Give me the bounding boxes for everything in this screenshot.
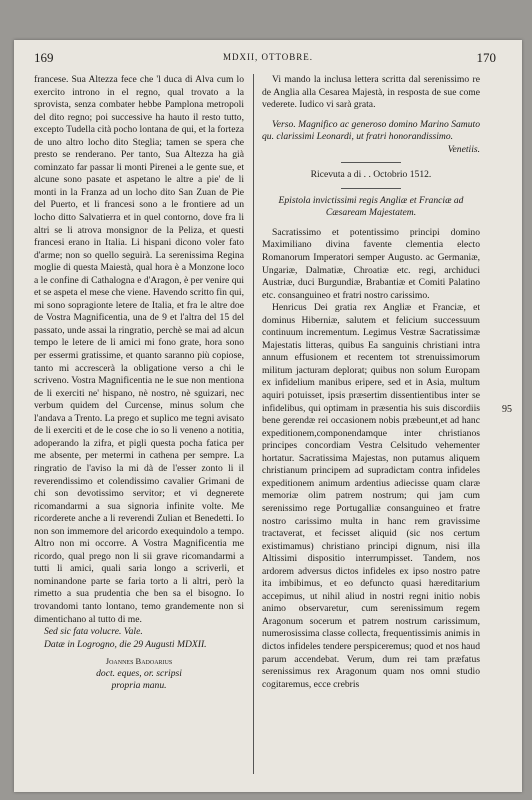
book-page bbox=[14, 40, 522, 792]
left-column bbox=[34, 74, 244, 693]
signature-name: Joannes Badoarius bbox=[105, 656, 173, 667]
section-rule bbox=[341, 162, 401, 163]
letter-body: francese. Sua Altezza fece che 'l duca di Alva cum lo exercito introno in el regno, qual trovato a la sprovista, senza combater hebbe Pamplona metropoli del dito regno; poi successive ha hauto il resto tutto, excepto Tudella cità pocho lontana de qui, et la forteza de uno altro locho dito Steglia; tamen se spera che presto se renderano. Per tanto, Sua Altezza ha già cominzato far passar li monti Pirenei a le gente sue, et alcune sono pasate et aspetano le altre a pie' de li monti in la Franza ad un locho dito San Zuan de Pie del Puerto, et li francesi sono a le frontiere ad un locho ditto Salvatierra et in quel contorno, dove fra li altri se li atrova monsignor de la Peliza, et questi francesi erano in Italia. Li hispani dicono voler fato d'arme; non so quello seguirà. La serenissima Regina moglie di questa Maiestà, qual hora è a Monzone loco a le confine di Cathalogna e d'Aragon, è per venire qui et se aspeta el mese che viene. Havendo scritto fin qui, mi sono sopragionte letere de Italia, et fra le altre doe de Vostra Magnificentia, una de 9 et l'altra del 15 del passato, unde assai la ringratio, perchè se mai ad alcun tempo le letere de li amici mi fono grate, hora sono per essermi gratissime, et quanto saranno più copiose, tanto mi accrescerà la obligatione verso a chi le scriveno. Vostra Magnificentia ne le sue non mentiona de li exerciti ne' hispano, nè nostro, nè sguizari, nec verbum quidem del Curcense, minus solum che l'andava a Trento. La prego et suplico me tegni avisato de li exerciti et de le cose che io so li veneno a notitia, adoperando la zifra, et pigli questa pocha fatica per me absente, per metermi in cathena per sempre. La ringratio de l'aviso la mi dà de l'esser zonto li il reverendissimo et colendissimo cavalier Grimani de chi son devotissimo servitor; et vi degnerete ricomandarmi a sua signoria infinite volte. Me ricorderete anche a li reverendi Zulian et Benedetti. Io non son immemore del aricordo exequindolo a tempo. Altro non mi occorre. A Vostra Magnificentia me ricordo, qual prego non li sii grave ricomandarmi a tutti li amici, quali saria longo a scriverli, et nominandone parte se faria torto a li altri, però la rimetto a sua prudentia che ben sa el bisogno. Io trovandomi tanto lontano, temo grandemente non si dimentichano al tutto di me. bbox=[34, 74, 244, 625]
running-title: MDXII, OTTOBRE. bbox=[222, 52, 314, 62]
signature-title-1: doct. eques, or. scripsi bbox=[96, 667, 182, 679]
page-number-left: 169 bbox=[34, 50, 54, 65]
address-line: Verso. Magnifico ac generoso domino Marino Samuto qu. clarissimi Leonardi, ut fratri honorandissimo. bbox=[262, 118, 480, 143]
closing-line: Sed sic fata volucre. Vale. bbox=[44, 626, 143, 638]
postscript: Vi mando la inclusa lettera scritta dal serenissimo re de Anglia alla Cesarea Majestà, in resposta de sue come vederete. Iudico vi sarà grata. bbox=[262, 74, 480, 111]
page-number-right: 170 bbox=[476, 50, 496, 65]
epistola-body: Henricus Dei gratia rex Angliæ et Franciæ, et dominus Hiberniæ, salutem et felicium successuum continuum incrementum. Legimus Vestræ Sacratissimæ Majestatis litteras, quibus Ea sanguinis christiani intra annum effusionem et recentem tot strenuissimorum militum jacturam deplorat; quibus non solum Europam ex infidelium manibus eripere, sed et in Asia, multum aquiri potuisset, ipsis præsertim dissentientibus inter se infidelibus, qui optimam in præsentia his suis discordiis bene gerendæ rei occasionem nobis præbeunt,et ad hanc expeditionem,componendamque inter christianos principes concordiam Vestra Celsitudo vehementer hortatur. Sacratissima Majestas, non putamus aliquem christianum principem ad supradictam contra infideles expeditionem animum ardentius adiecisse quam claræ memoriæ olim patrem nostrum; qui jam cum serenissimo rege Portugalliæ consanguineo et fratre nostro carissimo multa in hanc rem gravissime tractaverat, et fecisset aliquid (sic nos certum existimamus) christiano principi dignum, nisi illa Altissimi dispositio interrumpisset. Tandem, nos ardorem adversus dictos infideles ex ipso nostro patre ita imbibimus, et eo defuncto quasi hæreditarium accepimus, ut nihil aliud in nostri regni initio nobis animo observaretur, cum serenissimum regem Aragonum socerum et patrem nostrum carissimum, numerosissima classe collecta, frequentissimis animis in dictos infideles tendere perspiceremus; quod et nos haud parum accendebat. Verum, dum rei tam præfatus serenissimus rex Aragonum quam nos omni studio cogitaremus, ecce crebris bbox=[262, 302, 480, 690]
right-column bbox=[262, 74, 480, 691]
letter-date: Datæ in Logrogno, die 29 Augusti MDXII. bbox=[44, 638, 207, 650]
epistola-title: Epistola invictissimi regis Angliæ et Franciæ ad Cæsaream Majestatem. bbox=[278, 194, 464, 219]
epistola-salutation: Sacratissimo et potentissimo principi domino Maximiliano divina favente clementia electo Romanorum Imperatori semper Augusto. ac Germaniæ, Ungariæ, Dalmatiæ, Chroatiæ etc. regi, archiduci Austriæ, duci Burgundiæ, Brabantiæ et Comiti Palatino etc. consanguineo et fratri nostro carissimo. bbox=[262, 226, 480, 301]
venetiis-line: Venetiis. bbox=[447, 143, 480, 155]
page-header bbox=[14, 50, 522, 68]
received-line: Ricevuta a di . . Octobrio 1512. bbox=[310, 169, 432, 181]
signature-title-2: propria manu. bbox=[111, 680, 167, 692]
column-divider bbox=[253, 74, 254, 774]
section-rule-2 bbox=[341, 188, 401, 189]
margin-number: 95 bbox=[502, 404, 512, 415]
signature-block bbox=[34, 655, 244, 693]
